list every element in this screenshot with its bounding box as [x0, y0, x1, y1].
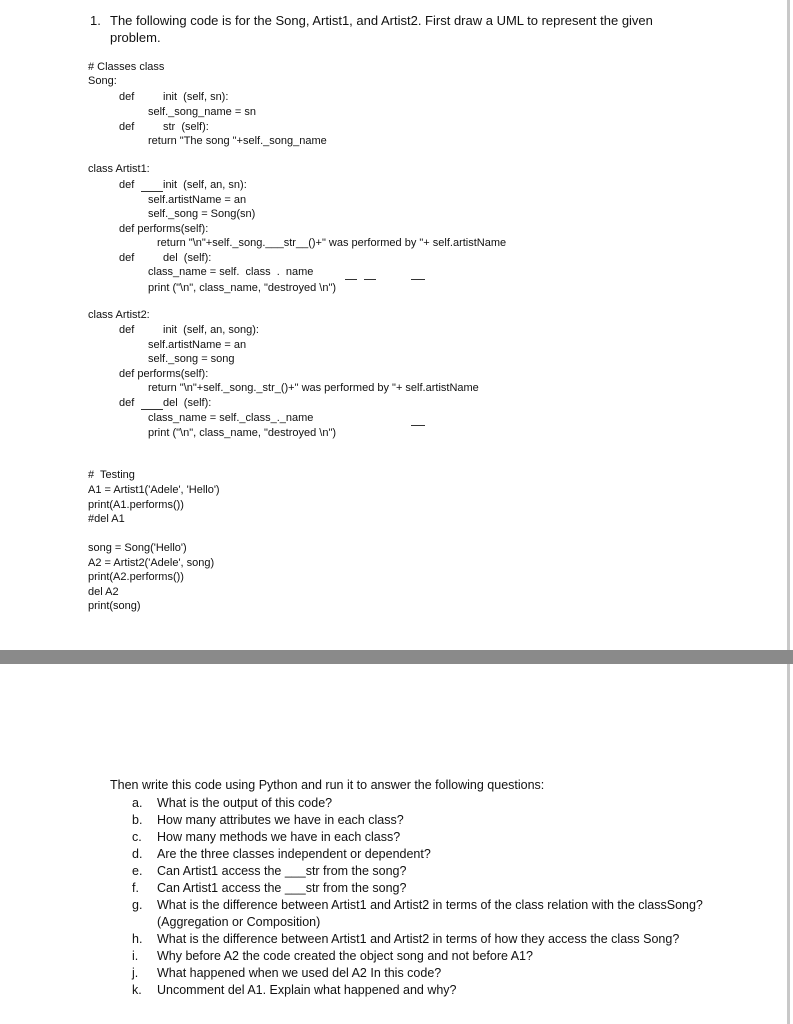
instructions-intro: Then write this code using Python and run it to answer the following questions: — [110, 778, 545, 792]
code-line-artist2-print: print ("\n", class_name, "destroyed \n") — [148, 427, 337, 439]
blank-underline — [411, 425, 425, 426]
code-line-artist2-body2: self._song = song — [148, 353, 235, 365]
code-line-artist2-init: init (self, an, song): — [163, 324, 259, 336]
list-item-text: Why before A2 the code created the object song and not before A1? — [157, 949, 533, 963]
code-line-artist2-performs: def performs(self): — [119, 368, 209, 380]
code-line-test: del A2 — [88, 586, 119, 598]
question-number: 1. — [90, 13, 101, 28]
list-item — [132, 829, 712, 846]
code-line-artist1-body2: self._song = Song(sn) — [148, 208, 256, 220]
list-item-text: What is the difference between Artist1 and Artist2 in terms of how they access the class Song? — [157, 932, 680, 946]
code-line-artist1-init: init (self, an, sn): — [163, 179, 247, 191]
code-line-artist1-classname: class_name = self. class . name — [148, 266, 314, 278]
list-item-letter: e. — [132, 864, 143, 878]
list-item-letter: d. — [132, 847, 143, 861]
list-item-letter: i. — [132, 949, 139, 963]
code-line-artist1-performs: def performs(self): — [119, 223, 209, 235]
code-line-song-body1: self._song_name = sn — [148, 106, 256, 118]
code-line-test: print(A2.performs()) — [88, 571, 184, 583]
list-item-text: How many methods we have in each class? — [157, 830, 401, 844]
list-item-text: Can Artist1 access the ___str from the song? — [157, 881, 407, 895]
list-item-letter: g. — [132, 898, 143, 912]
list-item — [132, 965, 712, 982]
blank-underline — [345, 279, 357, 280]
code-keyword-def: def — [119, 397, 135, 409]
blank-underline — [411, 279, 425, 280]
page-separator — [0, 650, 793, 664]
list-item — [132, 812, 712, 829]
list-item-text: What happened when we used del A2 In this code? — [157, 966, 442, 980]
code-line-artist1-print: print ("\n", class_name, "destroyed \n") — [148, 282, 337, 294]
list-item-text: What is the output of this code? — [157, 796, 333, 810]
list-item-letter: b. — [132, 813, 143, 827]
list-item-letter: j. — [132, 966, 139, 980]
list-item — [132, 795, 712, 812]
code-line-artist2-del: del (self): — [163, 397, 212, 409]
question-text: The following code is for the Song, Artist1, and Artist2. First draw a UML to represent the given problem. — [110, 13, 653, 45]
code-keyword-def: def — [119, 91, 135, 103]
code-line-artist2-header: class Artist2: — [88, 309, 150, 321]
list-item-letter: k. — [132, 983, 142, 997]
code-line-artist2-classname: class_name = self._class_._name — [148, 412, 314, 424]
list-item — [132, 931, 712, 948]
list-item-text: What is the difference between Artist1 and Artist2 in terms of the class relation with the classSong? (Aggregation or Composition) — [157, 898, 703, 929]
code-line-artist2-body1: self.artistName = an — [148, 339, 247, 351]
code-line-song-header: Song: — [88, 75, 117, 87]
list-item-text: Are the three classes independent or dependent? — [157, 847, 431, 861]
list-item — [132, 897, 712, 931]
code-line-artist1-return: return "\n"+self._song.___str__()+" was performed by "+ self.artistName — [157, 237, 507, 249]
code-line-artist1-body1: self.artistName = an — [148, 194, 247, 206]
code-line-song-comment: # Classes class — [88, 61, 165, 73]
code-keyword-def: def — [119, 252, 135, 264]
question-list — [132, 795, 712, 999]
blank-underline — [364, 279, 376, 280]
list-item — [132, 948, 712, 965]
list-item — [132, 880, 712, 897]
list-item-letter: c. — [132, 830, 142, 844]
code-line-test: A1 = Artist1('Adele', 'Hello') — [88, 484, 220, 496]
list-item — [132, 846, 712, 863]
code-line-song-init: init (self, sn): — [163, 91, 229, 103]
code-line-test: print(A1.performs()) — [88, 499, 184, 511]
code-line-testing-comment: # Testing — [88, 469, 135, 481]
code-line-song-str: str (self): — [163, 121, 209, 133]
question-1 — [90, 12, 700, 46]
blank-underline — [141, 191, 163, 192]
code-line-test: song = Song('Hello') — [88, 542, 187, 554]
list-item-letter: h. — [132, 932, 143, 946]
list-item-letter: a. — [132, 796, 143, 810]
code-line-artist1-del: del (self): — [163, 252, 212, 264]
code-line-song-body2: return "The song "+self._song_name — [148, 135, 327, 147]
list-item — [132, 982, 712, 999]
list-item-text: Can Artist1 access the ___str from the song? — [157, 864, 407, 878]
blank-underline — [141, 409, 163, 410]
list-item-text: How many attributes we have in each class? — [157, 813, 404, 827]
list-item-letter: f. — [132, 881, 139, 895]
code-line-test: A2 = Artist2('Adele', song) — [88, 557, 215, 569]
list-item — [132, 863, 712, 880]
document-page-2 — [0, 664, 790, 1024]
code-keyword-def: def — [119, 121, 135, 133]
code-line-artist1-header: class Artist1: — [88, 163, 150, 175]
code-line-artist2-return: return "\n"+self._song._str_()+" was performed by "+ self.artistName — [148, 382, 479, 394]
code-keyword-def: def — [119, 179, 135, 191]
code-keyword-def: def — [119, 324, 135, 336]
list-item-text: Uncomment del A1. Explain what happened and why? — [157, 983, 457, 997]
code-line-test: #del A1 — [88, 513, 125, 525]
code-line-test: print(song) — [88, 600, 141, 612]
